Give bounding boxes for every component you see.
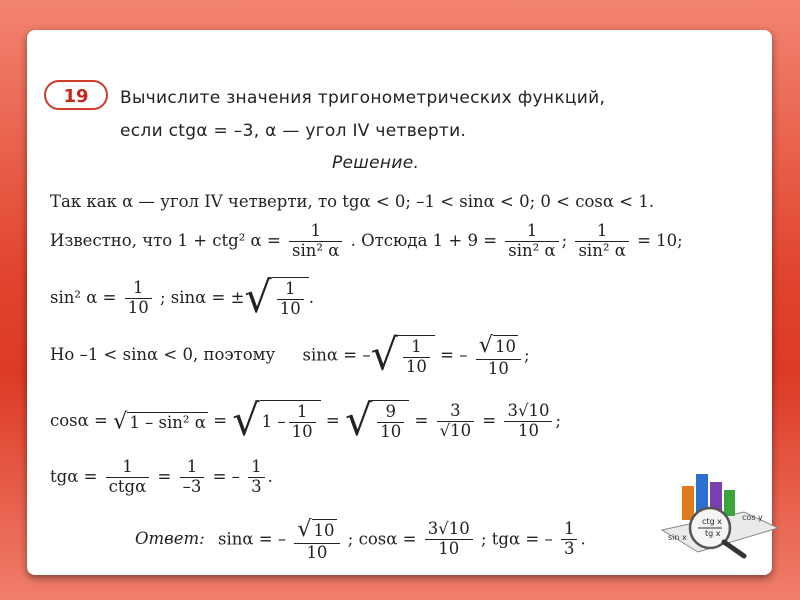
solution-step-1: Так как α — угол IV четверти, то tgα < 0; –1 < sinα < 0; 0 < cosα < 1.: [50, 192, 655, 211]
step2-end: = 10;: [637, 230, 683, 250]
fraction-1-over-ctg: $\frac{1}{\text{ctgα}}$: [106, 458, 150, 497]
fraction-3-over-sqrt10: $\frac{3}{√10}$: [437, 402, 475, 441]
answer-line: Ответ: sinα = – $\frac{√ 10}{10}$ ; cosα = $\frac{3√10}{10}$ ; tgα = – $\frac{1}{3}$ .: [135, 516, 586, 562]
answer-sin: sinα = –: [218, 529, 287, 549]
solution-step-4: Но –1 < sinα < 0, поэтому sinα = –√ $\frac{1}{10}$ = – $\frac{√ 10}{10}$ ;: [50, 330, 530, 381]
answer-tg: ; tgα = –: [480, 529, 553, 549]
logo-cosy-label: cos y: [742, 513, 763, 522]
fraction-1-over-sin2-b: $\frac{1}{\text{sin² α}}$: [505, 222, 558, 261]
sqrt-icon: √: [370, 330, 398, 381]
step5-radicand: 1 – sin² α: [129, 412, 206, 432]
sqrt-icon: √: [232, 396, 260, 446]
solution-step-6: tgα = $\frac{1}{\text{ctgα}}$ = $\frac{1}{-3}$ = – $\frac{1}{3}$ .: [50, 457, 273, 496]
step3-sin: ; sinα = ±: [159, 287, 245, 307]
fraction-1-over-sin2-c: $\frac{1}{\text{sin² α}}$: [575, 222, 628, 261]
logo-tgx-label: tg x: [705, 529, 721, 538]
problem-number-badge: 19: [44, 80, 108, 110]
solution-step-3: sin² α = $\frac{1}{10}$ ; sinα = ±√ $\frac{1}{10}$ .: [50, 273, 315, 323]
fraction-1-over-3: $\frac{1}{3}$: [248, 458, 265, 497]
magnifier-handle: [724, 542, 744, 556]
problem-statement-line2: если ctgα = –3, α — угол IV четверти.: [120, 121, 467, 141]
sqrt-icon: √: [244, 273, 272, 323]
fraction-3sqrt10-over-10: $\frac{3√10}{10}$: [504, 402, 552, 441]
problem-statement-line1: Вычислите значения тригонометрических функций,: [120, 88, 606, 108]
logo-bar-orange: [682, 486, 694, 520]
answer-cos: ; cosα =: [347, 529, 417, 549]
step3-sin2: sin² α =: [50, 287, 117, 307]
solution-step-5: cosα = √ 1 – sin² α = √ 1 – $\frac{1}{10}$ = √ $\frac{9}{10}$ = $\frac{3}{√10}$ = $\frac{3√10}{10}$ ;: [50, 396, 562, 446]
fraction-1-over-minus3: $\frac{1}{-3}$: [180, 458, 205, 497]
step4-sin: sinα = –: [302, 345, 371, 365]
step2-mid: . Отсюда 1 + 9 =: [350, 230, 498, 250]
logo-bar-green: [724, 490, 735, 516]
sqrt-icon: √: [113, 408, 128, 435]
fraction-sqrt10-over-10: $\frac{√ 10}{10}$: [476, 333, 521, 379]
fraction-1-over-sin2: $\frac{1}{\text{sin² α}}$: [289, 222, 342, 261]
sqrt-icon: √: [344, 396, 373, 446]
answer-label: Ответ:: [135, 529, 205, 549]
solution-step-2: Известно, что 1 + ctg² α = $\frac{1}{\text{sin² α}}$ . Отсюда 1 + 9 = $\frac{1}{\text{sin² α}}$ ; $\frac{1}{\text{sin² α}}$ = 10;: [50, 221, 683, 260]
step5-cos: cosα =: [50, 410, 108, 430]
solution-heading: Решение.: [332, 153, 420, 173]
fraction-1-over-10: $\frac{1}{10}$: [125, 279, 152, 318]
trig-chart-logo-icon: [658, 468, 782, 563]
step4-text: Но –1 < sinα < 0, поэтому: [50, 345, 276, 365]
logo-ctgx-label: ctg x: [702, 517, 722, 526]
step2-intro: Известно, что 1 + ctg² α =: [50, 230, 281, 250]
step6-tg: tgα =: [50, 466, 98, 486]
logo-sinx-label: sin x: [668, 533, 687, 542]
